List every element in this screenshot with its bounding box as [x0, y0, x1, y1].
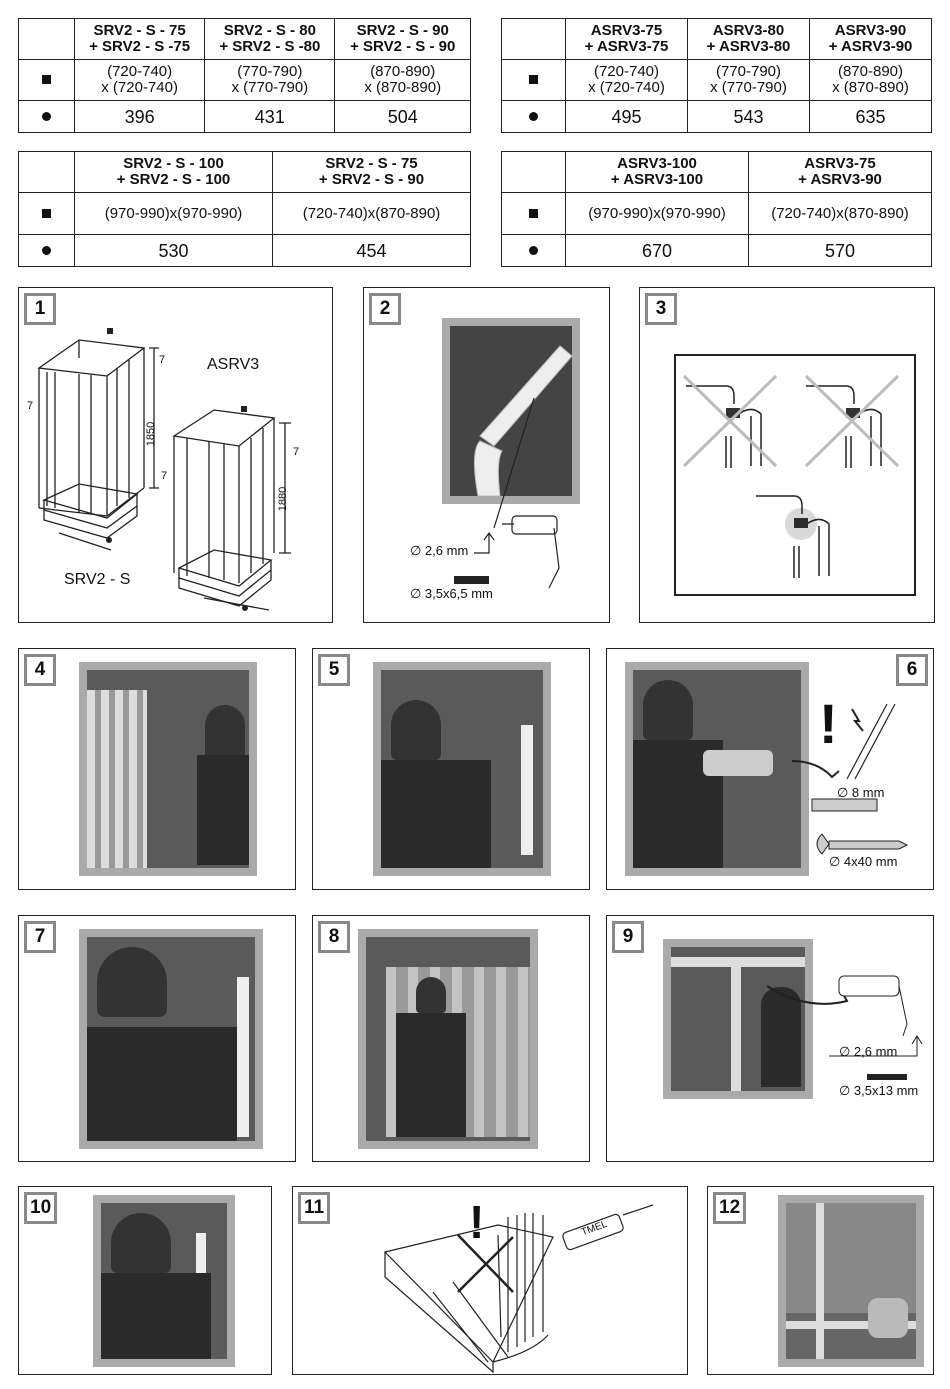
film-removal-photo [778, 1195, 924, 1367]
dot-marker [106, 537, 112, 543]
step-panel-11 [292, 1186, 688, 1375]
height-label: 1880 [277, 486, 290, 512]
spec-table-asrv3-bottom [501, 151, 932, 267]
drill-diagram [364, 288, 611, 624]
value-cell: 504 [335, 101, 471, 133]
square-icon [529, 209, 538, 218]
value-cell: 570 [749, 235, 932, 267]
step-panel-9 [606, 915, 934, 1162]
step-panel-7 [18, 915, 296, 1162]
value-cell: 431 [205, 101, 335, 133]
profile-detail-frame [674, 354, 916, 596]
gap-label: 7 [27, 400, 34, 412]
value-cell: 530 [75, 235, 273, 267]
model-header: ASRV3-80 + ASRV3-80 [688, 19, 810, 60]
dimension-symbol [502, 193, 566, 235]
header-blank [19, 152, 75, 193]
dimension-symbol [502, 60, 566, 101]
model-header: SRV2 - S - 75 + SRV2 - S - 90 [273, 152, 471, 193]
header-blank [502, 152, 566, 193]
step-number: 8 [318, 921, 350, 953]
dimension-cell: (770-790) x (770-790) [688, 60, 810, 101]
square-icon [42, 75, 51, 84]
value-symbol [19, 235, 75, 267]
step-panel-2 [363, 287, 610, 623]
header-blank [502, 19, 566, 60]
step-number: 11 [298, 1192, 330, 1224]
step-panel-3 [639, 287, 935, 623]
value-cell: 495 [566, 101, 688, 133]
model-header: ASRV3-75 + ASRV3-90 [749, 152, 932, 193]
dimension-cell: (770-790) x (770-790) [205, 60, 335, 101]
dimension-cell: (870-890) x (870-890) [810, 60, 932, 101]
step-number: 9 [612, 921, 644, 953]
step-number: 6 [896, 654, 928, 686]
gap-label: 7 [159, 354, 166, 366]
screw-size-label: ∅ 3,5x6,5 mm [410, 586, 493, 601]
dot-icon [42, 112, 51, 121]
gap-label: 7 [161, 470, 168, 482]
sealing-diagram [293, 1187, 689, 1376]
drill-diagram [607, 916, 935, 1163]
dot-icon [529, 112, 538, 121]
sealant-tube-label: TMEL [579, 1218, 609, 1239]
cap-fitting-photo [93, 1195, 235, 1367]
value-cell: 635 [810, 101, 932, 133]
model-header: SRV2 - S - 100 + SRV2 - S - 100 [75, 152, 273, 193]
dimension-cell: (870-890) x (870-890) [335, 60, 471, 101]
drill-diameter-label: ∅ 2,6 mm [839, 1044, 898, 1059]
model-header: ASRV3-100 + ASRV3-100 [566, 152, 749, 193]
warning-mark: ! [819, 692, 838, 755]
leveling-photo [79, 662, 257, 876]
dot-icon [42, 246, 51, 255]
dimension-cell: (720-740)x(870-890) [749, 193, 932, 235]
step-number: 5 [318, 654, 350, 686]
value-symbol [19, 101, 75, 133]
model-header: ASRV3-75 + ASRV3-75 [566, 19, 688, 60]
square-icon [42, 209, 51, 218]
dimension-cell: (970-990)x(970-990) [75, 193, 273, 235]
value-symbol [502, 235, 566, 267]
value-cell: 543 [688, 101, 810, 133]
value-symbol [502, 101, 566, 133]
dimension-cell: (720-740)x(870-890) [273, 193, 471, 235]
step-panel-12 [707, 1186, 934, 1375]
dimension-symbol [19, 60, 75, 101]
screwing-photo [79, 929, 263, 1149]
model-label-asrv3: ASRV3 [207, 356, 260, 373]
value-cell: 454 [273, 235, 471, 267]
dimension-cell: (720-740) x (720-740) [75, 60, 205, 101]
step-panel-4 [18, 648, 296, 890]
square-icon [529, 75, 538, 84]
step-panel-6 [606, 648, 934, 890]
square-marker [241, 406, 247, 412]
step-panel-10 [18, 1186, 272, 1375]
drill-diameter-label: ∅ 2,6 mm [410, 543, 469, 558]
screw-size-label: ∅ 3,5x13 mm [839, 1083, 919, 1098]
warning-mark: ! [469, 1196, 485, 1248]
dimension-cell: (970-990)x(970-990) [566, 193, 749, 235]
model-header: ASRV3-90 + ASRV3-90 [810, 19, 932, 60]
step-number: 7 [24, 921, 56, 953]
step-number: 10 [24, 1192, 57, 1224]
mounting-photo [358, 929, 538, 1149]
dimension-cell: (720-740) x (720-740) [566, 60, 688, 101]
dot-marker [242, 605, 248, 611]
dimension-symbol [19, 193, 75, 235]
step-number: 3 [645, 293, 677, 325]
spec-table-srv2-bottom [18, 151, 471, 267]
value-cell: 396 [75, 101, 205, 133]
model-label-srv2: SRV2 - S [64, 571, 131, 588]
marking-photo [373, 662, 551, 876]
plug-size-label: ∅ 8 mm [837, 785, 885, 800]
step-number: 2 [369, 293, 401, 325]
model-header: SRV2 - S - 80 + SRV2 - S -80 [205, 19, 335, 60]
model-header: SRV2 - S - 90 + SRV2 - S - 90 [335, 19, 471, 60]
step-number: 12 [713, 1192, 746, 1224]
step-number: 4 [24, 654, 56, 686]
step-panel-8 [312, 915, 590, 1162]
square-marker [107, 328, 113, 334]
step-number: 1 [24, 293, 56, 325]
height-label: 1850 [145, 421, 158, 447]
value-cell: 670 [566, 235, 749, 267]
model-header: SRV2 - S - 75 + SRV2 - S -75 [75, 19, 205, 60]
header-blank [19, 19, 75, 60]
screw-size-label: ∅ 4x40 mm [829, 854, 898, 869]
step-panel-5 [312, 648, 590, 890]
gap-label: 7 [293, 446, 300, 458]
step-panel-1 [18, 287, 333, 623]
spec-table-srv2-top [18, 18, 471, 133]
spec-table-asrv3-top [501, 18, 932, 133]
dot-icon [529, 246, 538, 255]
